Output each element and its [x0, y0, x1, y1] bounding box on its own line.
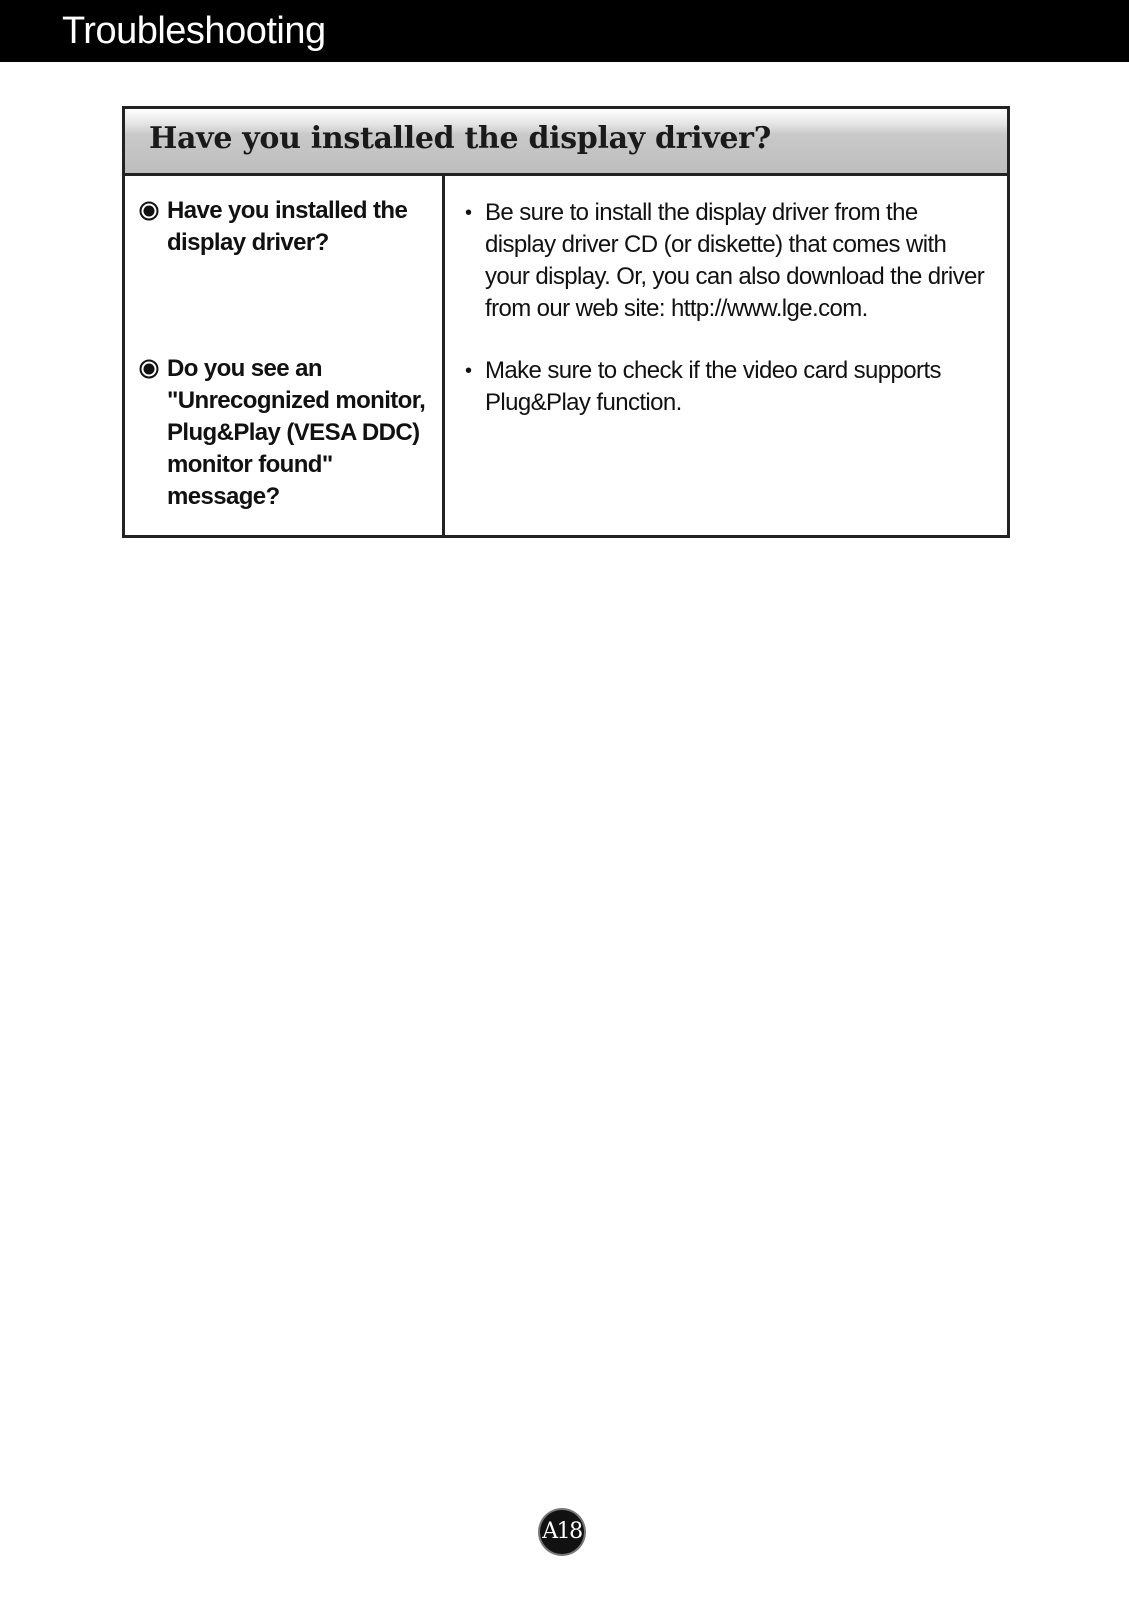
bullet-icon: • — [465, 360, 472, 382]
page-number: A18 — [542, 1519, 582, 1544]
troubleshooting-panel — [122, 106, 1010, 538]
question-item — [139, 353, 439, 513]
column-divider — [442, 176, 445, 535]
answer-item — [465, 197, 985, 325]
question-text: Have you installed the display driver? — [167, 197, 408, 256]
answer-item — [465, 355, 985, 419]
panel-title: Have you installed the display driver? — [149, 121, 771, 156]
radio-button-icon — [139, 359, 159, 379]
panel-header — [125, 109, 1007, 176]
answer-text: Make sure to check if the video card supports Plug&Play function. — [485, 357, 941, 416]
section-title: Troubleshooting — [62, 10, 326, 52]
question-item — [139, 195, 439, 259]
bullet-icon: • — [465, 202, 472, 224]
answer-text: Be sure to install the display driver from the display driver CD (or diskette) that comes with your display. Or, you can also download the driver from our web site: http://www.lge.com. — [485, 199, 985, 322]
question-text: Do you see an "Unrecognized monitor, Plug&Play (VESA DDC) monitor found" message? — [167, 355, 426, 510]
radio-button-icon — [139, 201, 159, 221]
page-number-badge — [540, 1510, 584, 1554]
top-banner — [0, 0, 1129, 62]
